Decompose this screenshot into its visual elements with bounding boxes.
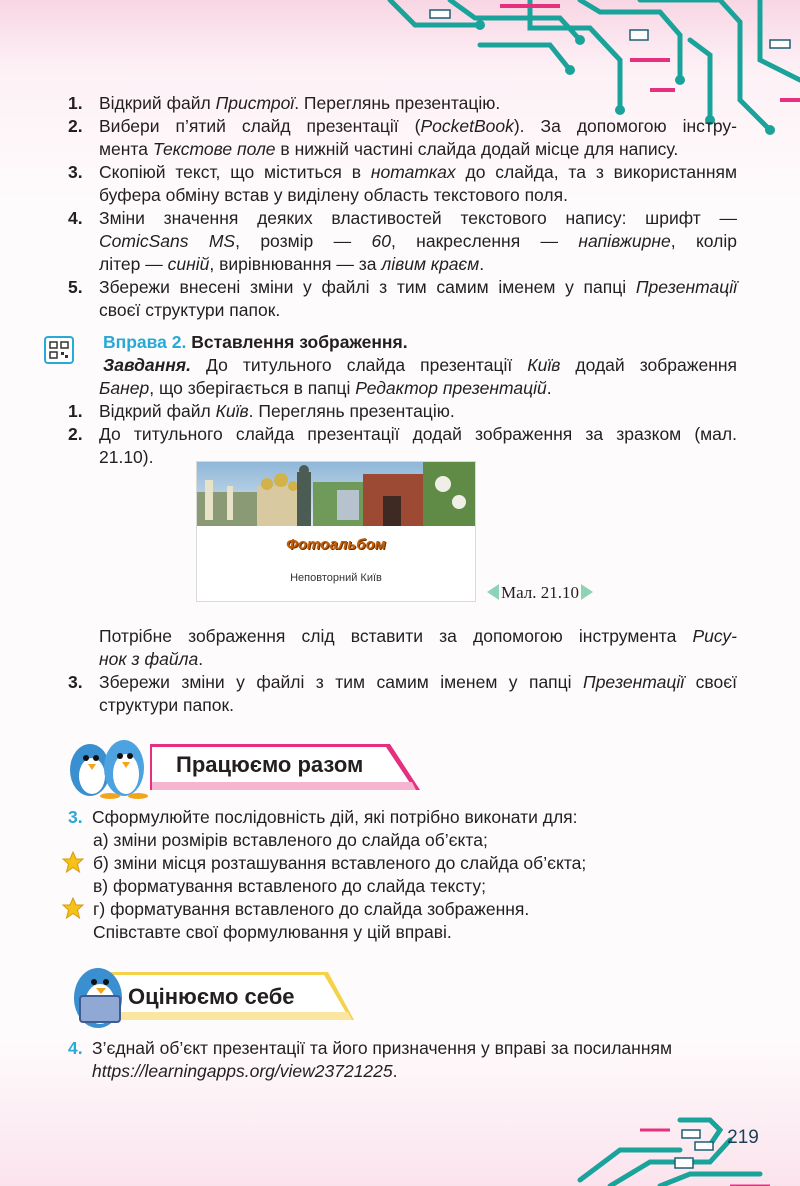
exercise-2-step-1-text: Відкрий файл Київ. Переглянь презентацію.: [99, 401, 455, 421]
exercise-2-note-line-1: Потрібне зображення слід вставити за допомогою інструмента Рису-: [99, 626, 737, 646]
together-item-d: г) форматування вставленого до слайда зображення.: [93, 899, 530, 919]
step-3-text-line-1: Скопіюй текст, що міститься в нотатках до слайда, та з використанням: [99, 162, 737, 182]
star-icon: [62, 851, 84, 873]
step-1-text: Відкрий файл Пристрої. Переглянь презентацію.: [99, 93, 501, 113]
penguin-with-tablet-icon: [74, 968, 122, 1028]
exercise-2-step-2-line-2: 21.10).: [99, 447, 154, 467]
step-number: 3.: [68, 672, 83, 692]
page-number: 219: [727, 1127, 759, 1148]
step-4-text-line-3: літер — синій, вирівнювання — за лівим краєм.: [99, 254, 485, 274]
exercise-2-heading: Вправа 2. Вставлення зображення.: [103, 332, 408, 352]
step-2-text-line-1: Вибери п’ятий слайд презентації (PocketBook). За допомогою інстру-: [99, 116, 737, 136]
slide-sample-figure: [196, 461, 476, 602]
step-number: 2.: [68, 116, 83, 136]
step-5-text-line-2: своєї структури папок.: [99, 300, 281, 320]
self-task-line-2: https://learningapps.org/view23721225.: [92, 1061, 398, 1081]
task-number: 3.: [68, 807, 83, 827]
step-number: 1.: [68, 93, 83, 113]
task-number: 4.: [68, 1038, 83, 1058]
exercise-2-note-line-2: нок з файла.: [99, 649, 204, 669]
exercise-2-task-line-2: Банер, що зберігається в папці Редактор презентацій.: [99, 378, 552, 398]
together-item-c: в) форматування вставленого до слайда тексту;: [93, 876, 486, 896]
step-number: 5.: [68, 277, 83, 297]
caption-left-arrow-icon: [487, 584, 499, 600]
kyiv-photo-banner: [197, 462, 475, 526]
step-number: 2.: [68, 424, 83, 444]
self-task-line-1: З’єднай об’єкт презентації та його призначення у вправі за посиланням: [92, 1038, 672, 1058]
working-together-title: Працюємо разом: [176, 752, 364, 777]
figure-subtitle: Неповторний Київ: [290, 572, 382, 584]
step-2-text-line-2: мента Текстове поле в нижній частині слайда додай місце для напису.: [99, 139, 679, 159]
step-4-text-line-1: Зміни значення деяких властивостей текстового напису: шрифт —: [99, 208, 737, 228]
qr-code-icon[interactable]: [44, 336, 74, 364]
together-item-b: б) зміни місця розташування вставленого до слайда об’єкта;: [93, 853, 587, 873]
step-number: 1.: [68, 401, 83, 421]
penguin-pair-icon: [70, 740, 148, 799]
figure-title: Фотоальбом: [286, 536, 386, 553]
together-closing: Співставте свої формулювання у цій вправі.: [93, 922, 452, 942]
figure-caption: Мал. 21.10: [487, 582, 593, 604]
together-item-a: а) зміни розмірів вставленого до слайда об’єкта;: [93, 830, 488, 850]
step-4-text-line-2: ComicSans MS, розмір — 60, накреслення — напівжирне, колір: [99, 231, 737, 251]
exercise-2-task-line-1: Завдання. До титульного слайда презентації Київ додай зображення: [103, 355, 737, 375]
exercise-2-step-3-line-2: структури папок.: [99, 695, 234, 715]
together-intro: Сформулюйте послідовність дій, які потрібно виконати для:: [92, 807, 578, 827]
exercise-2-step-3-line-1: Збережи зміни у файлі з тим самим іменем у папці Презентації своєї: [99, 672, 737, 692]
step-5-text-line-1: Збережи внесені зміни у файлі з тим самим іменем у папці Презентації: [99, 277, 737, 297]
step-number: 4.: [68, 208, 83, 228]
caption-right-arrow-icon: [581, 584, 593, 600]
step-3-text-line-2: буфера обміну встав у виділену область текстового поля.: [99, 185, 568, 205]
exercise-2-step-2-line-1: До титульного слайда презентації додай зображення за зразком (мал.: [99, 424, 737, 444]
star-icon: [62, 897, 84, 919]
self-assessment-title: Оцінюємо себе: [128, 984, 295, 1009]
learningapps-link[interactable]: https://learningapps.org/view23721225: [92, 1061, 393, 1081]
step-number: 3.: [68, 162, 83, 182]
